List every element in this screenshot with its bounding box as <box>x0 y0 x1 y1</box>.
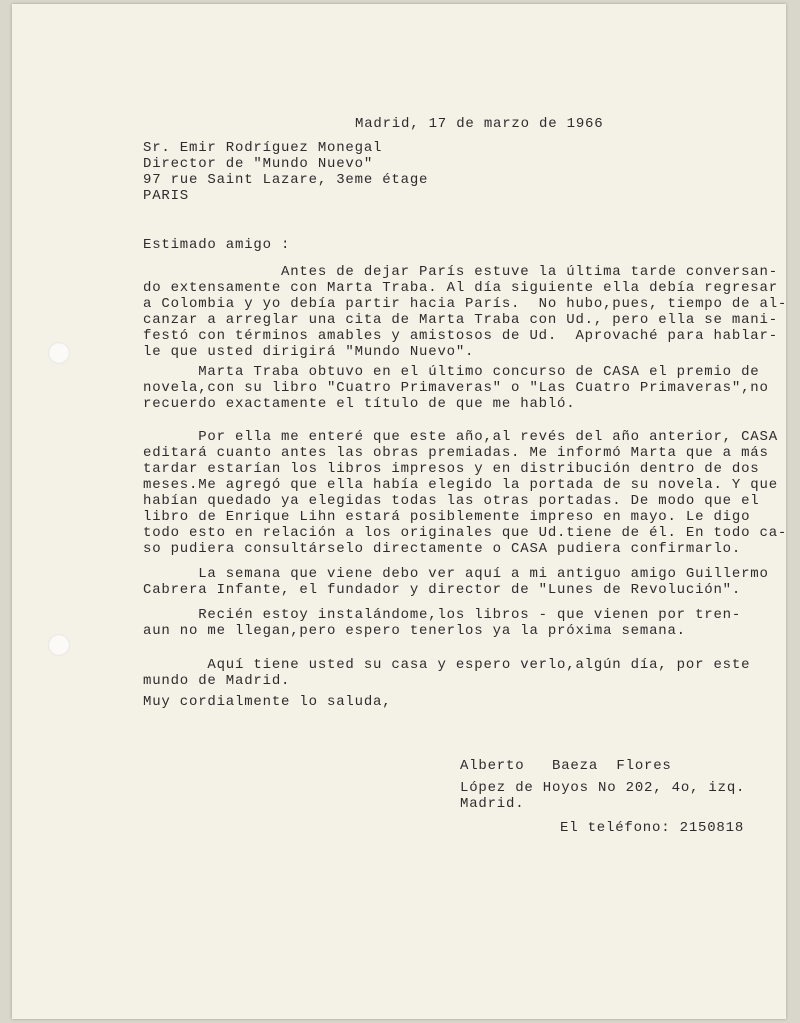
sender-address: López de Hoyos No 202, 4o, izq. <box>460 780 746 796</box>
paragraph-1-line: canzar a arreglar una cita de Marta Traba con Ud., pero ella se mani- <box>143 312 778 328</box>
sender-city: Madrid. <box>460 796 525 812</box>
paragraph-2-line: recuerdo exactamente el título de que me habló. <box>143 396 576 412</box>
salutation: Estimado amigo : <box>143 237 291 253</box>
recipient-line: Director de "Mundo Nuevo" <box>143 156 374 172</box>
paragraph-3-line: Por ella me enteré que este año,al revés del año anterior, CASA <box>143 429 778 445</box>
recipient-line: 97 rue Saint Lazare, 3eme étage <box>143 172 429 188</box>
paragraph-5-line: aun no me llegan,pero espero tenerlos ya la próxima semana. <box>143 623 686 639</box>
letter-date: Madrid, 17 de marzo de 1966 <box>355 116 604 132</box>
paragraph-5-line: Recién estoy instalándome,los libros - que vienen por tren- <box>143 607 742 623</box>
paragraph-1-line: le que usted dirigirá "Mundo Nuevo". <box>143 344 475 360</box>
paragraph-2-line: Marta Traba obtuvo en el último concurso de CASA el premio de <box>143 364 760 380</box>
paragraph-3-line: habían quedado ya elegidas todas las otras portadas. De modo que el <box>143 493 760 509</box>
paragraph-1-line: Antes de dejar París estuve la última tarde conversan- <box>143 264 778 280</box>
paragraph-3-line: so pudiera consultárselo directamente o CASA pudiera confirmarlo. <box>143 541 742 557</box>
sender-phone: El teléfono: 2150818 <box>560 820 745 836</box>
paragraph-3-line: libro de Enrique Lihn estará posiblemente impreso en mayo. Le digo <box>143 509 751 525</box>
recipient-line: PARIS <box>143 188 190 204</box>
punch-hole <box>48 634 70 656</box>
paragraph-2-line: novela,con su libro "Cuatro Primaveras" o "Las Cuatro Primaveras",no <box>143 380 769 396</box>
paragraph-6-line: mundo de Madrid. <box>143 673 291 689</box>
paragraph-3-line: meses.Me agregó que ella había elegido la portada de su novela. Y que <box>143 477 778 493</box>
closing: Muy cordialmente lo saluda, <box>143 694 392 710</box>
signature-name: Alberto Baeza Flores <box>460 758 672 774</box>
paragraph-1-line: do extensamente con Marta Traba. Al día siguiente ella debía regresar <box>143 280 778 296</box>
paragraph-6-line: Aquí tiene usted su casa y espero verlo,algún día, por este <box>143 657 751 673</box>
paragraph-4-line: Cabrera Infante, el fundador y director de "Lunes de Revolución". <box>143 582 742 598</box>
recipient-line: Sr. Emir Rodríguez Monegal <box>143 140 383 156</box>
paragraph-4-line: La semana que viene debo ver aquí a mi antiguo amigo Guillermo <box>143 566 769 582</box>
paragraph-3-line: tardar estarían los libros impresos y en distribución dentro de dos <box>143 461 760 477</box>
paragraph-3-line: editará cuanto antes las obras premiadas. Me informó Marta que a más <box>143 445 769 461</box>
paragraph-3-line: todo esto en relación a los originales que Ud.tiene de él. En todo ca- <box>143 525 788 541</box>
paragraph-1-line: a Colombia y yo debía partir hacia París. No hubo,pues, tiempo de al- <box>143 296 788 312</box>
paragraph-1-line: festó con términos amables y amistosos de Ud. Aprovaché para hablar- <box>143 328 778 344</box>
punch-hole <box>48 342 70 364</box>
